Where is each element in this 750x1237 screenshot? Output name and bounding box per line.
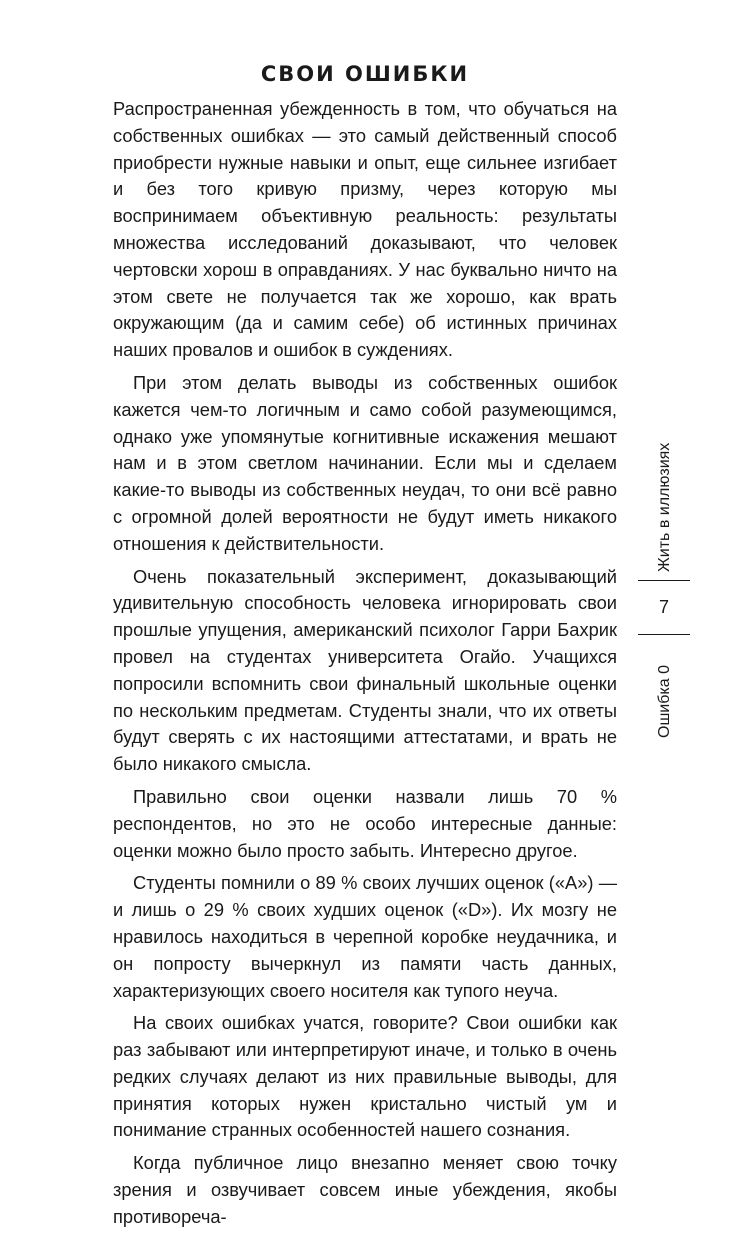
paragraph-2: При этом делать выводы из собственных ошибок кажется чем-то логичным и само собой разумеющимся, однако уже упомянутые когнитивные искажения мешают нам и в этом светлом начинании. Если мы и сделаем какие-то выводы из собственных неудач, то они всё равно с огромной долей вероятности не будут иметь никакого отношения к действительности. <box>113 371 617 554</box>
paragraph-4: Правильно свои оценки назвали лишь 70 % респондентов, но это не особо интересные данные: оценки можно было просто забыть. Интересно другое. <box>113 785 617 861</box>
section-title-vertical: Жить в иллюзиях <box>656 442 673 572</box>
rail-divider-top <box>638 580 690 581</box>
running-header-rail <box>638 430 690 740</box>
paragraph-5: Студенты помнили о 89 % своих лучших оценок («A») — и лишь о 29 % своих худших оценок («D»). Их мозгу не нравилось находиться в черепной коробке неудачника, и он попросту вычеркнул из памяти часть данных, характеризующих своего носителя как тупого неуча. <box>113 872 617 1001</box>
page-number: 7 <box>658 597 669 617</box>
rail-divider-bottom <box>638 634 690 635</box>
chapter-title-vertical: Ошибка 0 <box>656 665 673 738</box>
body-text <box>113 96 617 1237</box>
paragraph-7: Когда публичное лицо внезапно меняет свою точку зрения и озвучивает совсем иные убеждения, якобы противореча- <box>113 1152 617 1227</box>
section-heading: СВОИ ОШИБКИ <box>260 62 470 86</box>
paragraph-1: Распространенная убежденность в том, что обучаться на собственных ошибках — это самый действенный способ приобрести нужные навыки и опыт, еще сильнее изгибает и без того кривую призму, через которую мы воспринимаем объективную реальность: результаты множества исследований доказывают, что человек чертовски хорош в оправданиях. У нас буквально ничто на этом свете не получается так же хорошо, как врать окружающим (да и самим себе) об истинных причинах наших провалов и ошибок в суждениях. <box>113 98 617 361</box>
paragraph-3: Очень показательный эксперимент, доказывающий удивительную способность человека игнорировать свои прошлые упущения, американский психолог Гарри Бахрик провел на студентах университета Огайо. Учащихся попросили вспомнить свои финальный школьные оценки по нескольким предметам. Студенты знали, что их ответы будут сверять с их настоящими аттестатами, и врать не было никакого смысла. <box>113 565 617 775</box>
paragraph-6: На своих ошибках учатся, говорите? Свои ошибки как раз забывают или интерпретируют иначе, и только в очень редких случаях делают из них правильные выводы, для принятия которых нужен кристально чистый ум и понимание странных особенностей нашего сознания. <box>113 1012 617 1141</box>
